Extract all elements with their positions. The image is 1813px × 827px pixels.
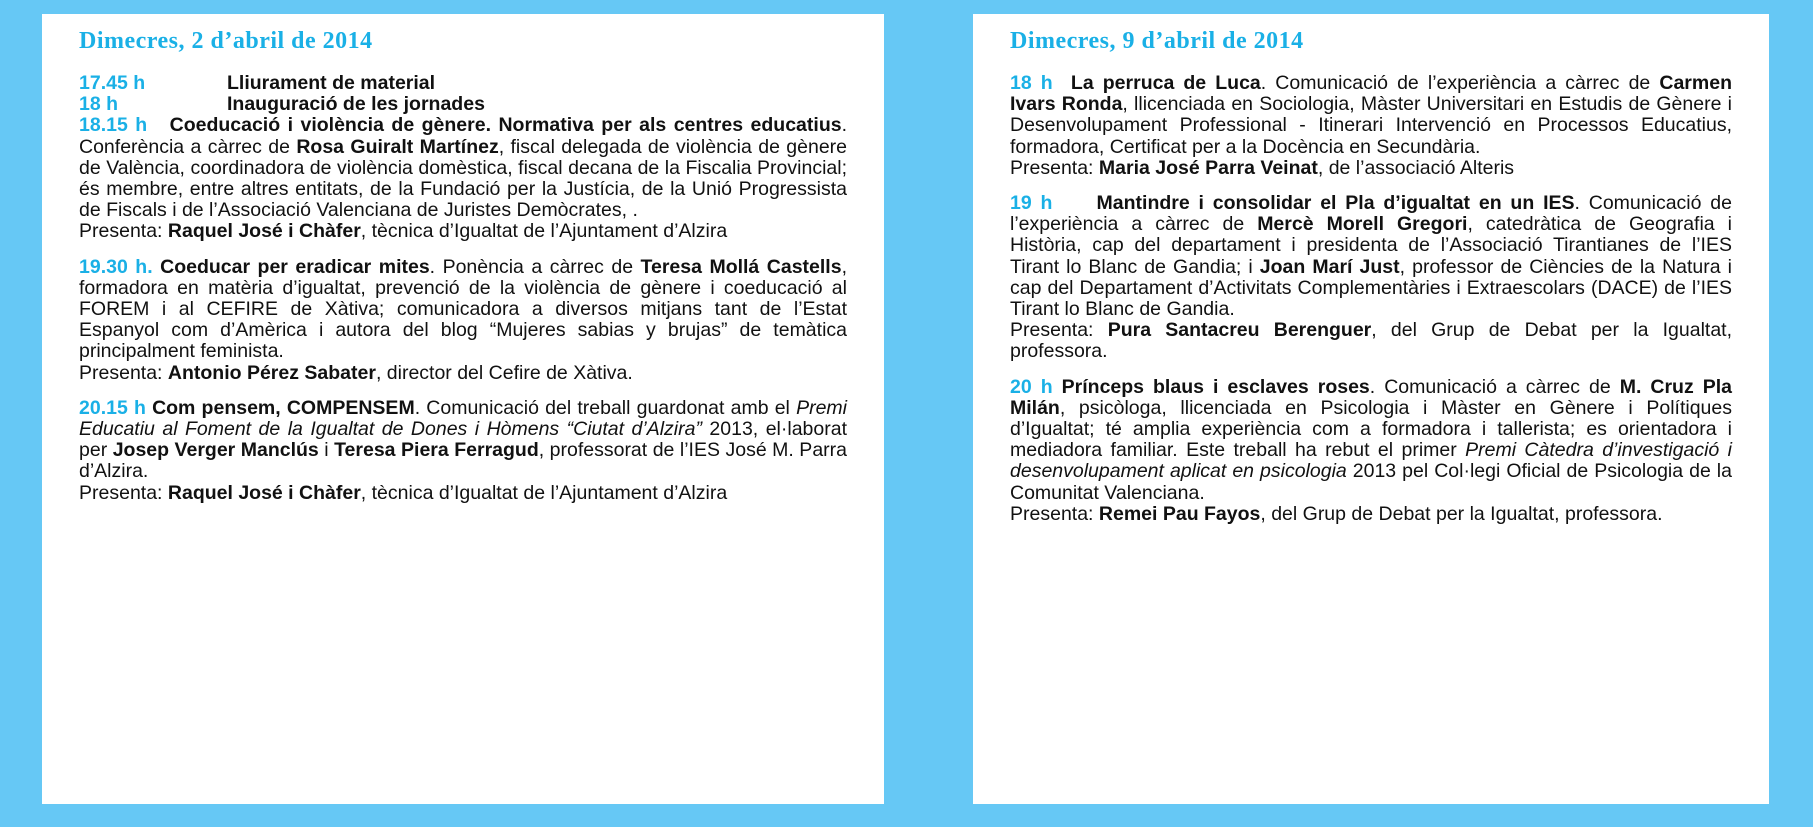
event-com-pensem [79, 398, 847, 504]
presenter-name: Pura Santacreu Berenguer [1107, 319, 1372, 342]
left-program-panel [42, 14, 884, 804]
event-time: 18.15 h [79, 114, 148, 137]
event-title: Coeducar per eradicar mites [160, 255, 430, 278]
event-title: Prínceps blaus i esclaves roses [1061, 375, 1370, 398]
event-lliurament [79, 73, 847, 94]
event-description: 18.15 h Coeducació i violència de gènere. Normativa per als centres educatius. Conferència a càrrec de Rosa Guiralt Martínez, fiscal delegada de violència de gènere de València, coordinadora de violència domèstica, fiscal decana de la Fiscalia Provincial; és membre, entre altres entitats, de la Fundació per la Justícia, de la Unió Progressista de Fiscals i de l’Associació Valenciana de Juristes Demòcrates, . [79, 114, 848, 222]
event-title: Coeducació i violència de gènere. Normativa per als centres educatius [169, 114, 842, 137]
event-title: La perruca de Luca [1070, 72, 1261, 94]
event-description: 19.30 h. Coeducar per eradicar mites. Ponència a càrrec de Teresa Mollá Castells, formadora en matèria d’igualtat, prevenció de la violència de gènere i coeducació al FOREM i al CEFIRE de Xàtiva; comunicadora a diversos mitjans tant de l’Estat Espanyol com d’Amèrica i autora del blog “Mujeres sabias y brujas” de temàtica principalment feminista. [79, 255, 847, 363]
event-time: 20 h [1010, 375, 1053, 398]
speaker-name: Rosa Guiralt Martínez [296, 135, 499, 158]
presenter-line: Presenta: Maria José Parra Veinat, de l’associació Alteris [1010, 156, 1515, 179]
event-time: 20.15 h [79, 396, 146, 419]
event-perruca-luca [1010, 73, 1732, 179]
presenter-line: Presenta: Antonio Pérez Sabater, director del Cefire de Xàtiva. [79, 361, 633, 384]
presenter-name: Remei Pau Fayos [1098, 502, 1261, 525]
event-title: Mantindre i consolidar el Pla d’igualtat en un IES [1096, 192, 1575, 215]
award-name: Premi Càtedra d’investigació i desenvolupament aplicat en psicologia [1010, 439, 1732, 483]
event-time: 19.30 h. [79, 255, 153, 278]
event-time: 18 h [1010, 72, 1053, 94]
speaker-name: Mercè Morell Gregori [1257, 213, 1468, 236]
event-coeducar-mites [79, 257, 847, 384]
day-heading: Dimecres, 2 d’abril de 2014 [79, 28, 373, 54]
author-name: Teresa Piera Ferragud [334, 439, 539, 462]
event-description: 18 h La perruca de Luca. Comunicació de l’experiència a càrrec de Carmen Ivars Ronda, llicenciada en Sociologia, Màster Universitari en Estudis de Gènere i Desenvolupament Professional - Itinerari Intervenció en Processos Educatius, formadora, Certificat per a la Docència en Secundària. [1010, 72, 1732, 158]
event-pla-igualtat [1010, 193, 1732, 363]
presenter-name: Raquel José i Chàfer [167, 220, 361, 243]
author-name: Josep Verger Manclús [112, 439, 319, 462]
event-description: 20.15 h Com pensem, COMPENSEM. Comunicació del treball guardonat amb el Premi Educatiu al Foment de la Igualtat de Dones i Hòmens “Ciutat d’Alzira” 2013, el·laborat per Josep Verger Manclús i Teresa Piera Ferragud, professorat de l’IES José M. Parra d’Alzira. [79, 396, 847, 483]
event-inauguracio [79, 94, 847, 115]
event-title: Com pensem, COMPENSEM [152, 396, 415, 419]
event-title: Inauguració de les jornades [227, 93, 485, 116]
day-heading: Dimecres, 9 d’abril de 2014 [1010, 28, 1304, 54]
event-princeps-blaus [1010, 377, 1732, 525]
speaker-name: Carmen Ivars Ronda [1010, 72, 1732, 116]
event-time: 19 h [1010, 192, 1053, 215]
event-time: 18 h [79, 93, 119, 116]
speaker-name: Teresa Mollá Castells [640, 255, 842, 278]
presenter-line: Presenta: Raquel José i Chàfer, tècnica d’Igualtat de l’Ajuntament d’Alzira [79, 481, 728, 504]
event-coeducacio-violencia [79, 115, 847, 242]
presenter-line: Presenta: Pura Santacreu Berenguer, del Grup de Debat per la Igualtat, professora. [1010, 319, 1732, 363]
presenter-name: Maria José Parra Veinat [1098, 156, 1318, 179]
event-title: Lliurament de material [227, 72, 436, 94]
event-description: 20 h Prínceps blaus i esclaves roses. Comunicació a càrrec de M. Cruz Pla Milán, psicòloga, llicenciada en Psicologia i Màster en Gènere i Polítiques d’Igualtat; té amplia experiència com a formadora i tallerista; es orientadora i mediadora familiar. Este treball ha rebut el primer Premi Càtedra d’investigació i desenvolupament aplicat en psicologia 2013 pel Col·legi Oficial de Psicologia de la Comunitat Valenciana. [1010, 375, 1732, 504]
right-program-panel [973, 14, 1769, 804]
speaker-name: M. Cruz Pla Milán [1010, 375, 1732, 419]
speaker-name: Joan Marí Just [1259, 255, 1400, 278]
event-description: 19 h Mantindre i consolidar el Pla d’igualtat en un IES. Comunicació de l’experiència a càrrec de Mercè Morell Gregori, catedràtica de Geografia i Història, cap del departament i presidenta de l’Associació Tirantianes de l’IES Tirant lo Blanc de Gandia; i Joan Marí Just, professor de Ciències de la Natura i cap del Departament d’Activitats Complementàries i Extraescolars (DACE) de l’IES Tirant lo Blanc de Gandia. [1010, 192, 1733, 321]
presenter-line: Presenta: Raquel José i Chàfer, tècnica d’Igualtat de l’Ajuntament d’Alzira [79, 220, 728, 243]
presenter-name: Antonio Pérez Sabater [167, 361, 376, 384]
presenter-name: Raquel José i Chàfer [167, 481, 361, 504]
award-name: Premi Educatiu al Foment de la Igualtat de Dones i Hòmens “Ciutat d’Alzira” [79, 396, 847, 441]
presenter-line: Presenta: Remei Pau Fayos, del Grup de Debat per la Igualtat, professora. [1010, 502, 1663, 525]
event-time: 17.45 h [79, 72, 146, 94]
